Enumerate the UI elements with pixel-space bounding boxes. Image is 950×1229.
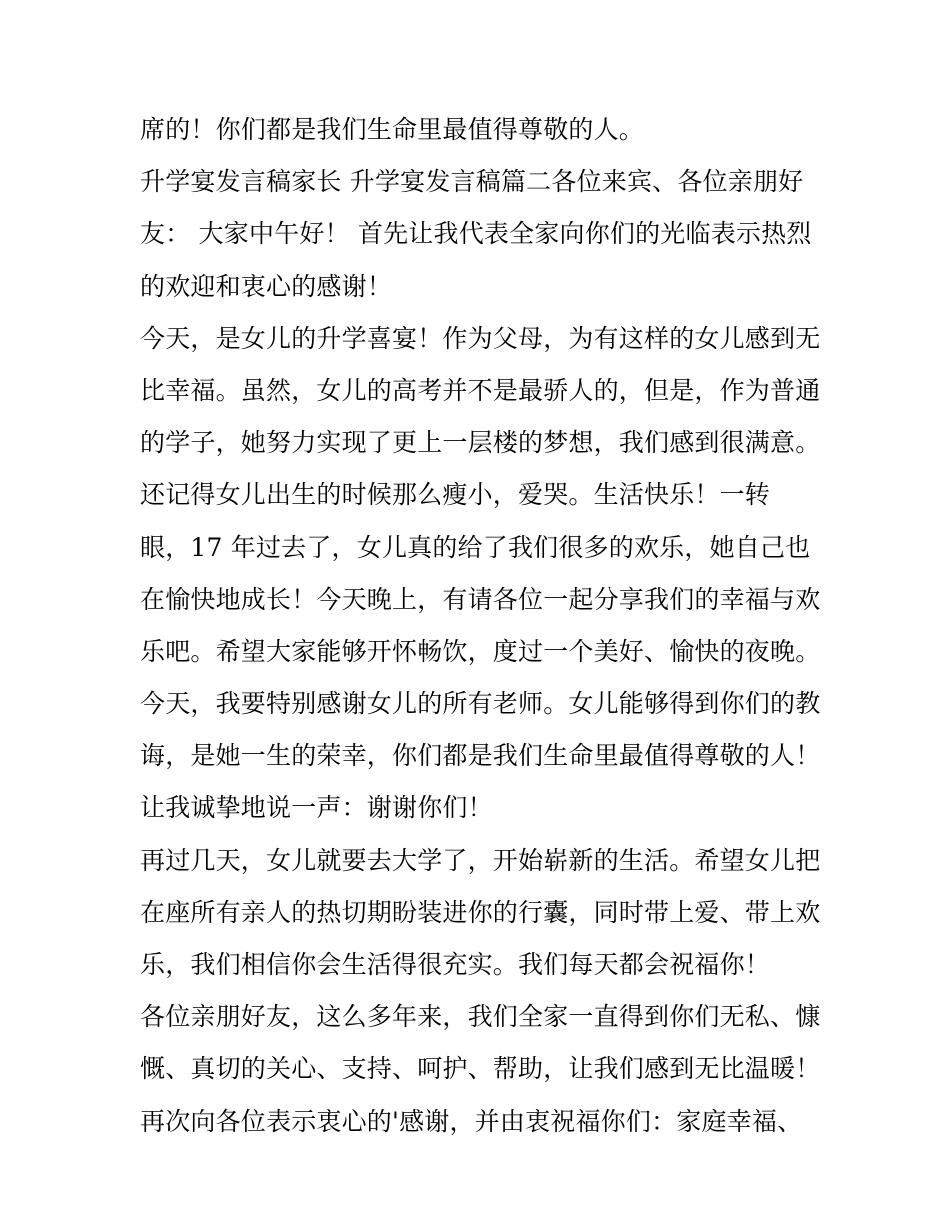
text-line: 乐吧。希望大家能够开怀畅饮，度过一个美好、愉快的夜晚。 xyxy=(140,636,821,666)
text-line: 的学子，她努力实现了更上一层楼的梦想，我们感到很满意。 xyxy=(140,428,821,458)
text-line: 诲，是她一生的荣幸，你们都是我们生命里最值得尊敬的人！ xyxy=(140,741,821,771)
text-line: 在愉快地成长！今天晚上，有请各位一起分享我们的幸福与欢 xyxy=(140,584,821,614)
text-line: 今天，是女儿的升学喜宴！作为父母，为有这样的女儿感到无 xyxy=(140,323,821,353)
text-line: 眼，17 年过去了，女儿真的给了我们很多的欢乐，她自己也 xyxy=(140,532,811,562)
text-line: 升学宴发言稿家长 升学宴发言稿篇二各位来宾、各位亲朋好 xyxy=(140,167,804,197)
text-line: 再过几天，女儿就要去大学了，开始崭新的生活。希望女儿把 xyxy=(140,845,821,875)
text-line: 再次向各位表示衷心的'感谢，并由衷祝福你们：家庭幸福、 xyxy=(140,1106,803,1136)
text-line: 让我诚挚地说一声：谢谢你们！ xyxy=(140,793,493,823)
text-line: 各位亲朋好友，这么多年来，我们全家一直得到你们无私、慷 xyxy=(140,1002,821,1032)
text-line: 乐，我们相信你会生活得很充实。我们每天都会祝福你！ xyxy=(140,950,771,979)
text-line: 还记得女儿出生的时候那么瘦小，爱哭。生活快乐！一转 xyxy=(140,480,771,510)
document-body xyxy=(140,104,830,1148)
text-line: 的欢迎和衷心的感谢！ xyxy=(140,271,393,301)
text-line: 比幸福。虽然，女儿的高考并不是最骄人的，但是，作为普通 xyxy=(140,375,821,405)
text-line: 友： 大家中午好！ 首先让我代表全家向你们的光临表示热烈 xyxy=(140,219,812,249)
text-line: 慨、真切的关心、支持、呵护、帮助，让我们感到无比温暖！ xyxy=(140,1054,821,1084)
text-line: 席的！你们都是我们生命里最值得尊敬的人。 xyxy=(140,115,645,144)
text-line: 在座所有亲人的热切期盼装进你的行囊，同时带上爱、带上欢 xyxy=(140,897,821,927)
text-line: 今天，我要特别感谢女儿的所有老师。女儿能够得到你们的教 xyxy=(140,689,821,719)
